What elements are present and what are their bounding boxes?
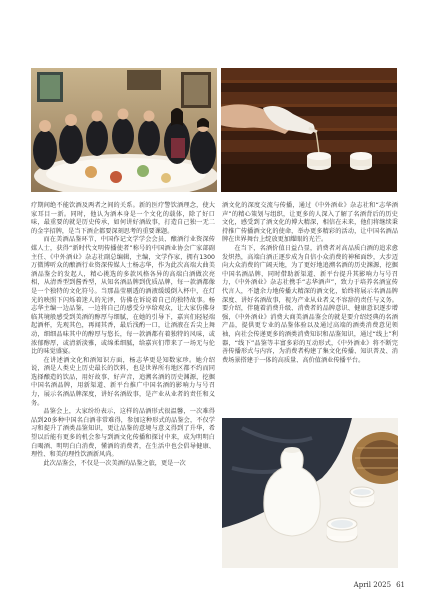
- liquor-cups-bowl-photo: [222, 418, 398, 568]
- body-paragraph: 在讲述酒文化和酒知识方面，杨志华更是知数家珍。她介绍说，酒是人类史上历史最长的饮料，也是世界所有地区都不约而同选择酿造的饮品，用好故事、好声音，追溯名酒的历史渊源，挖掘中国名酒品牌，用新渠道、新平台推广中国名酒的影响力与号召力，展示名酒品牌深度，讲好名酒故事，是产业从业者的责任和义务。: [31, 356, 215, 407]
- body-paragraph: 酒文化的深度交流与传播，通过《中外酒业》杂志社和“志华酒声”的精心策划与组织，让更多的人深入了解了名酒背后的历史文化，感受到了酒文化的博大精深，相信在未来，他们将继续秉持推广传播酒文化的使命，举办更多精彩的活动，让中国名酒品牌在世界舞台上绽放更加耀眼的光芒。: [222, 202, 398, 244]
- body-paragraph: 在当下，名酒价值日益凸显，消费者对高品质白酒的追求愈发炽热，高端白酒正逐步成为自信小众消费的神秘面纱，大步迈向大众消费的广阔天地，为了更好地追溯名酒的历史渊源，挖掘中国名酒品牌，同时借助新渠道、新平台提升其影响力与号召力，《中外酒业》杂志社携手“志华酒声”，致力于培养名酒宣传代言人，不遗余力地传播大精深的酒文化，始终将展示名酒品牌深度、讲好名酒故事，视为产业从业者义不容辞的责任与义务。要介绍，伴随着消费升级、消费者的品牌意识、健康意识逐步增强，《中外酒业》消费大商美酒品鉴会的就是要介绍经典的名酒产品，提供更专业的品鉴体验以及通过高端的酒类消费意见领袖，向社会传递更多的酒类消费知识和品鉴知识，通过“线上”利器，“线下”品鉴等丰富多彩的互动形式，《中外酒业》将不断完善传播形式与内容，为消费者构建了集文化传播、知识普及、消费场景搭建于一体的高质量、高价值酒业传播平台。: [222, 244, 398, 364]
- body-paragraph: 此次品鉴会，不仅是一次美酒的品鉴之旅，更是一次: [43, 459, 186, 467]
- page-number: 61: [396, 581, 405, 589]
- left-text-column: [31, 202, 215, 582]
- pouring-liquor-photo: [221, 68, 397, 192]
- body-paragraph: 而在美酒品鉴环节，中国作记文学学会会员、酿酒行业资深传媒人士，获得“新时代文明传播使者”称号的中国酒业协会广家部副主任、《中外酒业》杂志社副总编辑，主编，文学作家，拥有1300万微博听众的酿酒行业资深传媒人士杨志华，作为此次高端大曲美酒品鉴会的发起人，精心挑选的多款风格各异的高端白酒做次亮相，从清香型到酱香型，从知名酒品牌到优质品牌，每一款酒都像是一个独特的文化符号。当那晶莹剔透的酒液缓缓倒入杯中，在灯光的映照下闪烁着迷人的光泽，仿佛在诉说着自己的独特故事。杨志华主编一边品鉴，一边将自己的感受分享给观众，让大家仿佛身临其境般感受到美酒的醇厚与细腻，在她的引导下，嘉宾们轻轻端起酒杯，先观其色，再闻其香，最后浅酌一口，让酒液在舌尖上舞动，细细品味其中的醇厚与悠长，每一款酒都有着独特的风味，或浓郁醇厚，或清新淡雅，或绵柔细腻，给嘉宾们带来了一场无与伦比的味觉盛宴。: [31, 236, 215, 356]
- body-paragraph: 疗期间绝不能饮酒及两者之间的关系。新的医疗警饮酒理念，使大家耳目一新。同时，他认为酒本身是一个文化的载体，除了好口味，最重要的就是历史传承，如何讲好酒故事，打造自己独一无二的金字招牌，是当下酒企都要深刻思考的重要课题。: [31, 202, 215, 235]
- page-footer: [354, 581, 405, 589]
- banquet-group-photo: [31, 68, 217, 192]
- issue-date: April 2025: [353, 581, 392, 589]
- body-paragraph: 品鉴会上，大家纷纷表示，这样的品酒形式很温馨，一次难得品到20多种中国名白酒非常难得，参加这种形式的品鉴会，不仅学习和提升了酒类品鉴知识，更让品鉴的意境与意义得到了升华，希望以后能有更多的机会参与到酒文化传播和探讨中来，成为明明白白喝酒、明明白白消费，懂酒的消费者，在生活中也会倡导健康、理性、和美的理性饮酒新风尚。: [31, 408, 215, 459]
- right-text-column: [222, 202, 398, 414]
